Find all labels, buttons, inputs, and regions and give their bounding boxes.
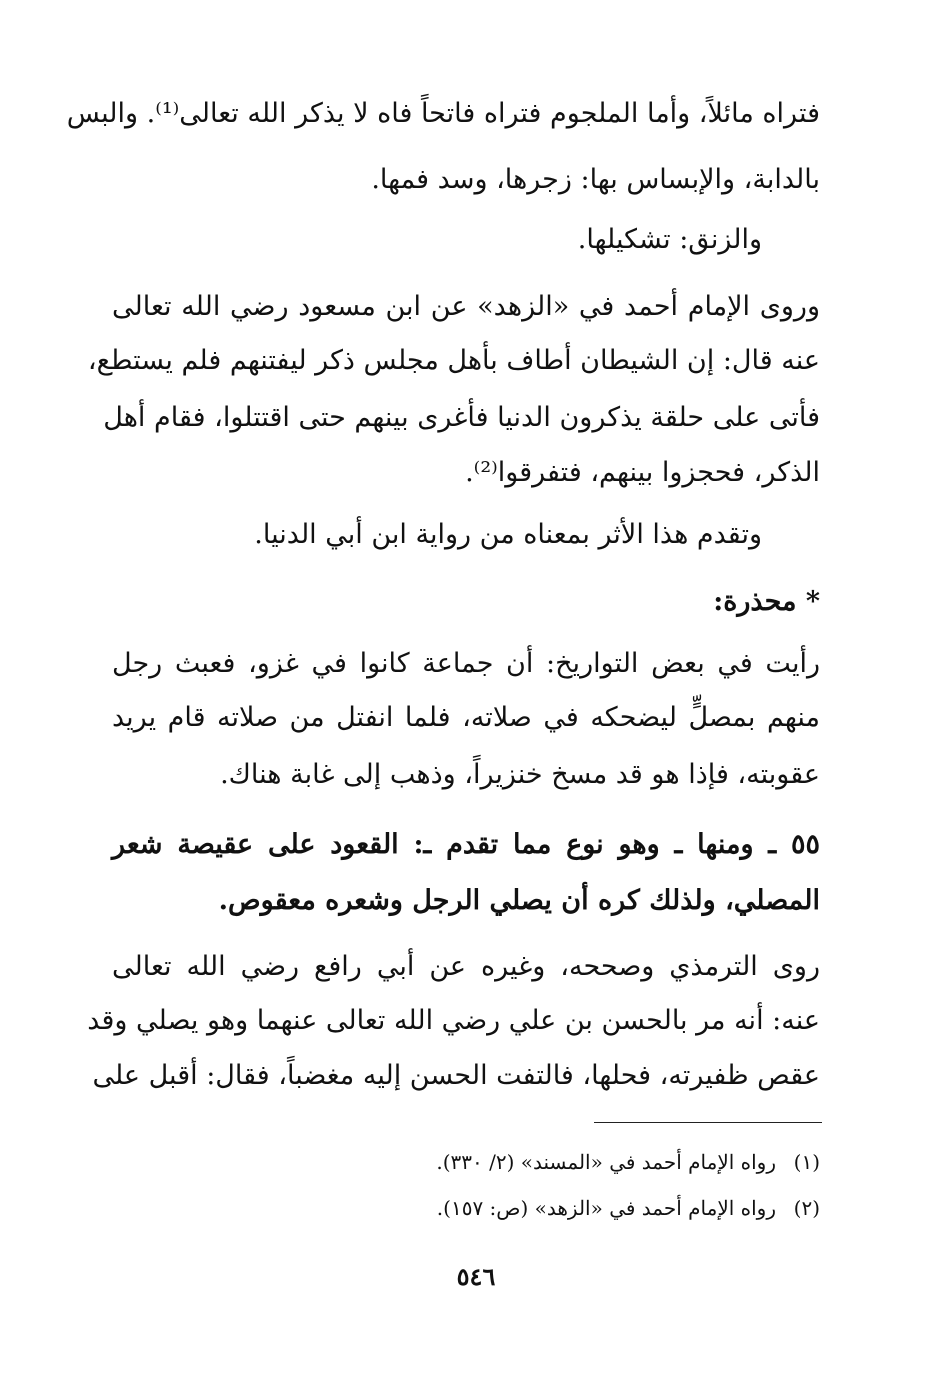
body-line: وروى الإمام أحمد في «الزهد» عن ابن مسعود رضي الله تعالى — [112, 291, 820, 322]
footnote-text: رواه الإمام أحمد في «المسند» (٢/ ٣٣٠). — [436, 1150, 776, 1174]
body-line: عنه قال: إن الشيطان أطاف بأهل مجلس ذكر ليفتنهم فلم يستطع، — [87, 345, 820, 376]
footnote-divider — [594, 1122, 822, 1123]
body-line: الذكر، فحجزوا بينهم، فتفرقوا⁽²⁾. — [465, 457, 820, 488]
body-line: فتراه مائلاً، وأما الملجوم فتراه فاتحاً فاه لا يذكر الله تعالى⁽¹⁾. والبس — [66, 98, 820, 129]
footnote-text: رواه الإمام أحمد في «الزهد» (ص: ١٥٧). — [436, 1196, 776, 1220]
footnote — [300, 1188, 820, 1228]
section-heading: * محذرة: — [713, 586, 820, 617]
body-line: فأتى على حلقة يذكرون الدنيا فأغرى بينهم حتى اقتتلوا، فقام أهل — [103, 402, 820, 433]
numbered-item-heading: ٥٥ ـ ومنها ـ وهو نوع مما تقدم ـ: القعود على عقيصة شعر — [112, 829, 820, 860]
footnote-number: (١) — [793, 1150, 820, 1174]
body-line: وتقدم هذا الأثر بمعناه من رواية ابن أبي الدنيا. — [254, 519, 762, 550]
body-line: عنه: أنه مر بالحسن بن علي رضي الله تعالى عنهما وهو يصلي وقد — [87, 1005, 820, 1036]
body-line: منهم بمصلٍّ ليضحكه في صلاته، فلما انفتل من صلاته قام يريد — [112, 702, 820, 733]
body-line: رأيت في بعض التواريخ: أن جماعة كانوا في غزو، فعبث رجل — [112, 648, 820, 679]
page-number: ٥٤٦ — [456, 1262, 496, 1291]
body-line: روى الترمذي وصححه، وغيره عن أبي رافع رضي الله تعالى — [112, 951, 820, 982]
body-line: عقوبته، فإذا هو قد مسخ خنزيراً، وذهب إلى غابة هناك. — [220, 759, 820, 790]
footnote-number: (٢) — [793, 1196, 820, 1220]
body-line: بالدابة، والإبساس بها: زجرها، وسد فمها. — [371, 164, 820, 195]
body-line: عقص ظفيرته، فحلها، فالتفت الحسن إليه مغضباً، فقال: أقبل على — [92, 1060, 820, 1091]
footnote — [300, 1142, 820, 1182]
body-line: والزنق: تشكيلها. — [577, 224, 762, 255]
numbered-item-heading: المصلي، ولذلك كره أن يصلي الرجل وشعره معقوص. — [218, 885, 820, 916]
